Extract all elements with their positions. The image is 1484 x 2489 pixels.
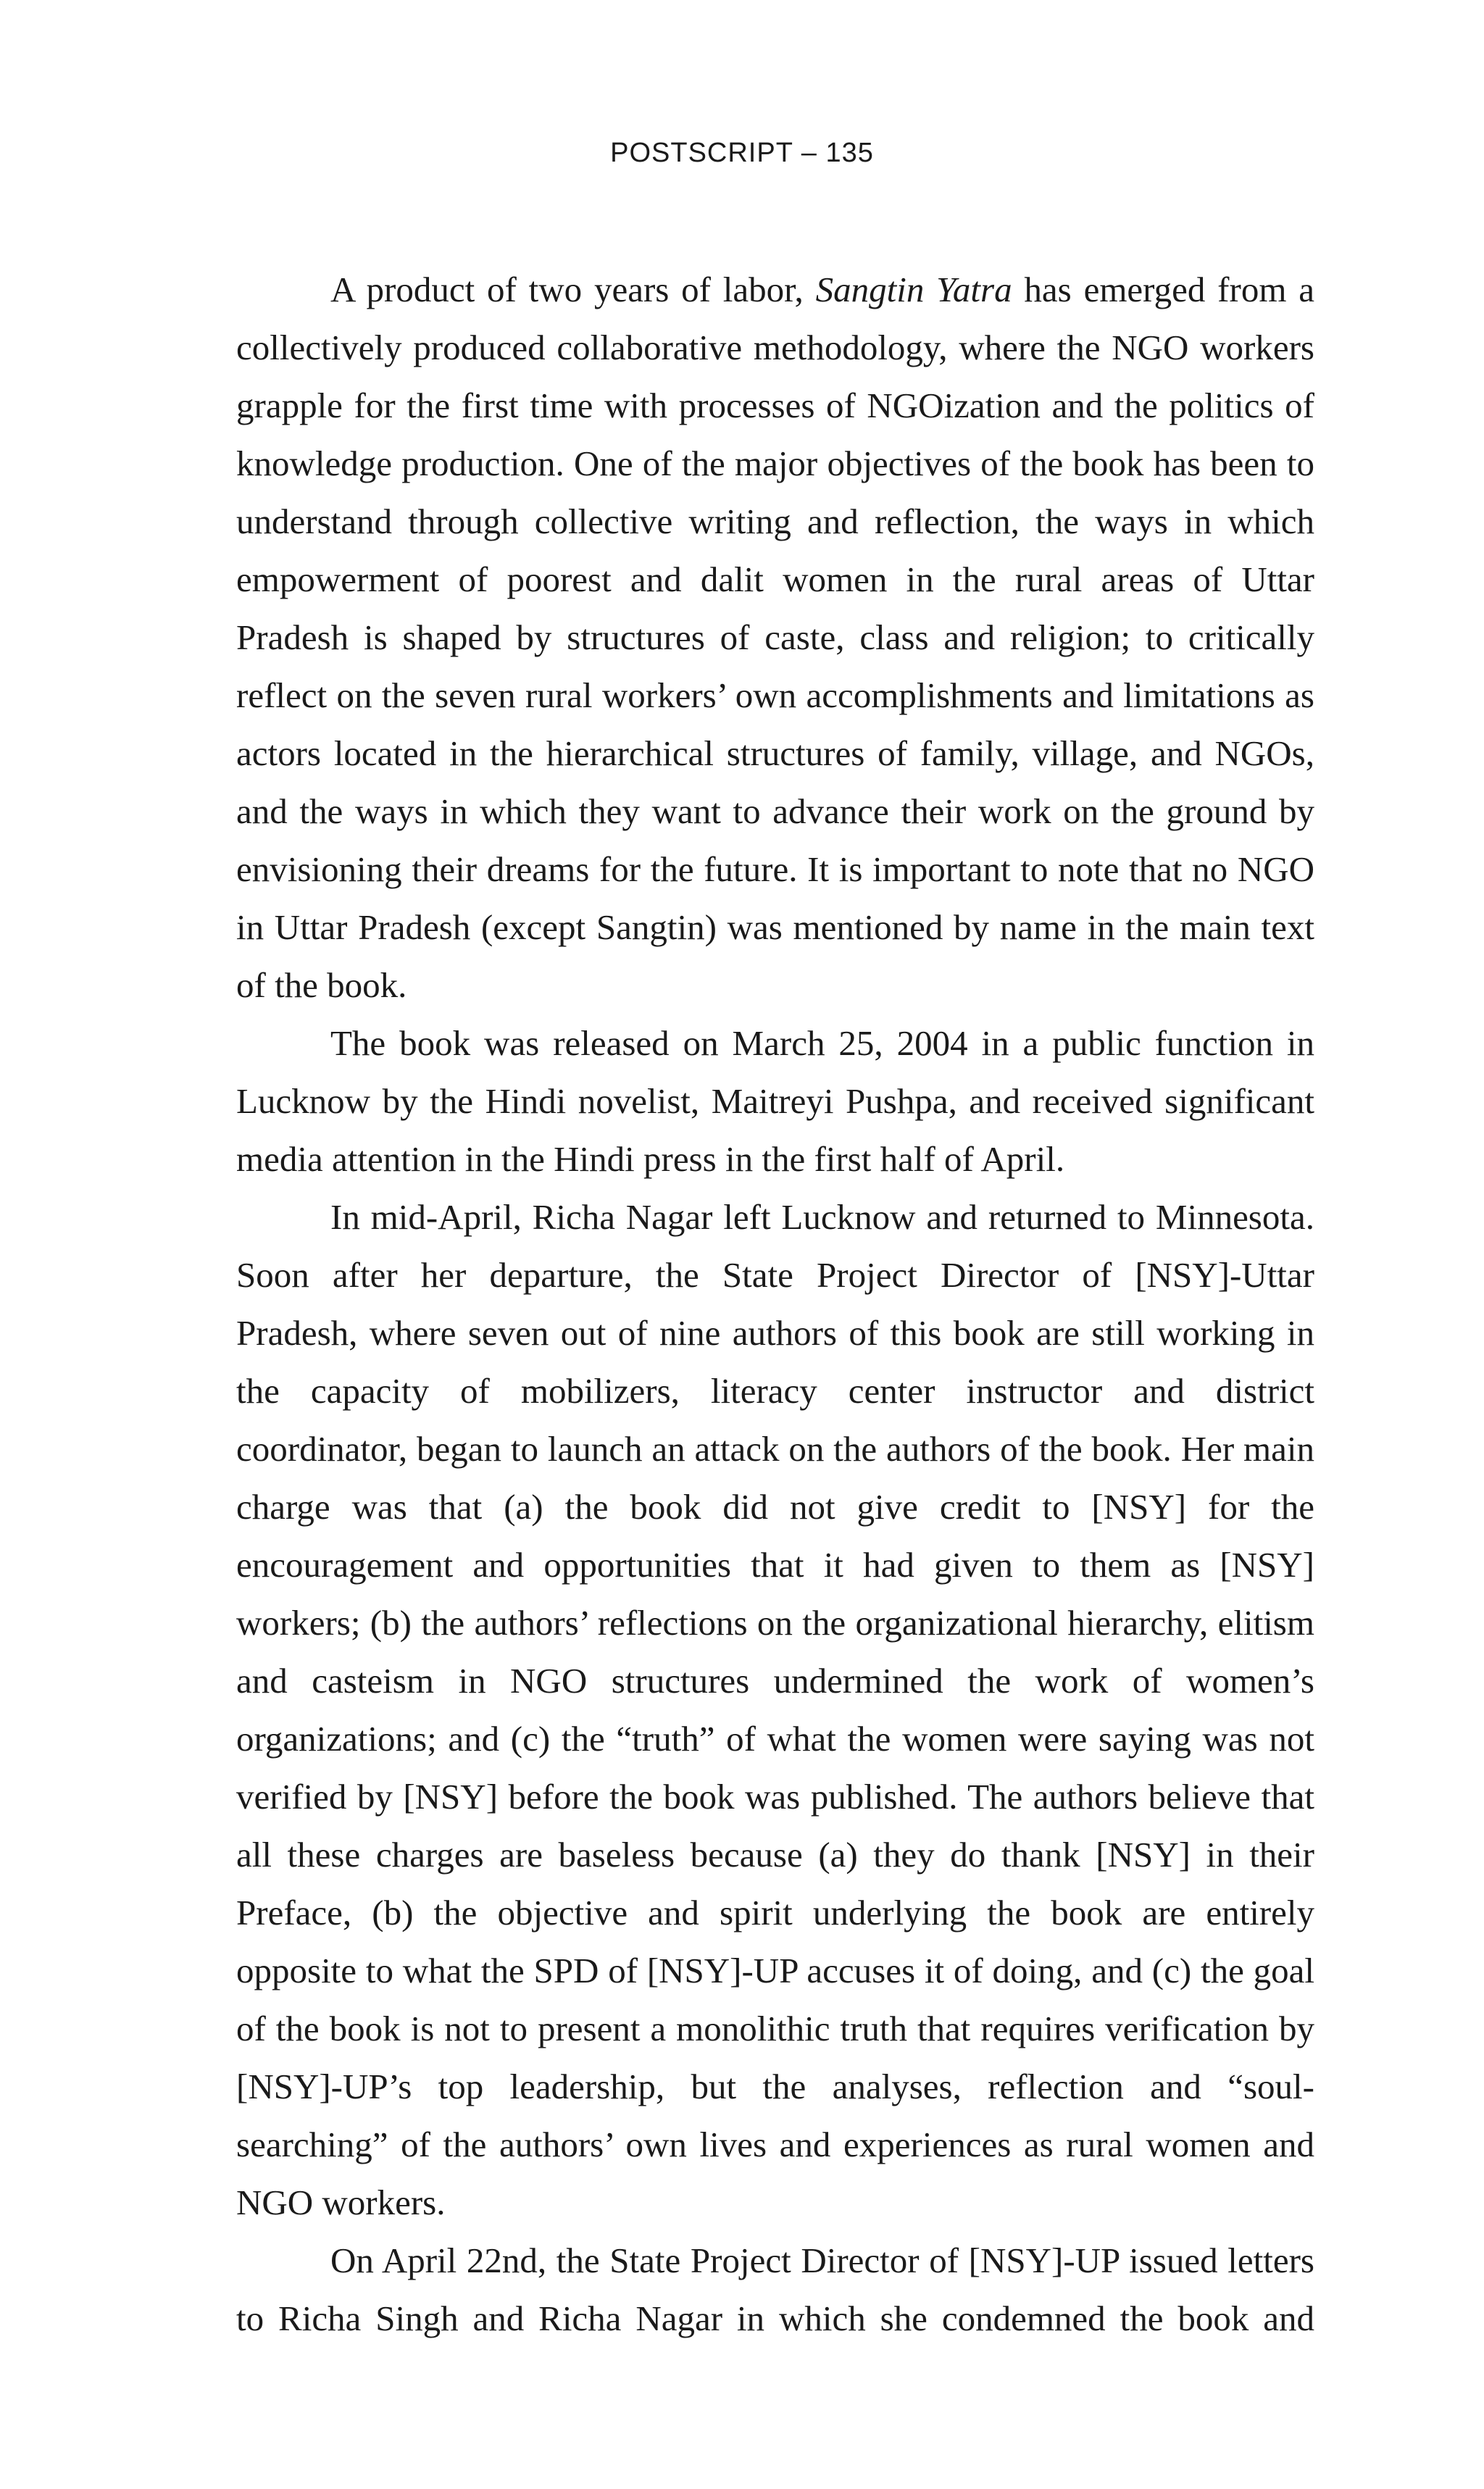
paragraph-2: The book was released on March 25, 2004 in a public function in Lucknow by the Hindi novelist, Maitreyi Pushpa, and received significant media attention in the Hindi press in the first half of April. — [236, 1023, 1314, 1179]
paragraph-4: On April 22nd, the State Project Director of [NSY]-UP issued letters to Richa Singh and Richa Nagar in which she condemned the book and — [236, 2240, 1314, 2338]
paragraph-1-lead: A product of two years of labor, — [330, 270, 816, 309]
paragraph-1 — [236, 261, 1314, 1014]
paragraph-3: In mid-April, Richa Nagar left Lucknow and returned to Minnesota. Soon after her departure, the State Project Director of [NSY]-Uttar Pradesh, where seven out of nine authors of this book are still working in the capacity of mobilizers, literacy center instructor and district coordinator, began to launch an attack on the authors of the book. Her main charge was that (a) the book did not give credit to [NSY] for the encouragement and opportunities that it had given to them as [NSY] workers; (b) the authors’ reflections on the organizational hierarchy, elitism and casteism in NGO structures undermined the work of women’s organizations; and (c) the “truth” of what the women were saying was not verified by [NSY] before the book was published. The authors believe that all these charges are baseless because (a) they do thank [NSY] in their Preface, (b) the objective and spirit underlying the book are entirely opposite to what the SPD of [NSY]-UP accuses it of doing, and (c) the goal of the book is not to present a monolithic truth that requires verification by [NSY]-UP’s top leadership, but the analyses, reflection and “soul-searching” of the authors’ own lives and experiences as rural women and NGO workers. — [236, 1197, 1314, 2222]
running-head: POSTSCRIPT – 135 — [610, 138, 874, 168]
paragraph-1-rest: has emerged from a collectively produced collaborative methodology, where the NGO workers grapple for the first time with processes of NGOization and the politics of knowledge production. One of the major objectives of the book has been to understand through collective writing and reflection, the ways in which empowerment of poorest and dalit women in the rural areas of Uttar Pradesh is shaped by structures of caste, class and religion; to critically reflect on the seven rural workers’ own accomplishments and limitations as actors located in the hierarchical structures of family, village, and NGOs, and the ways in which they want to advance their work on the ground by envisioning their dreams for the future. It is important to note that no NGO in Uttar Pradesh (except Sangtin) was mentioned by name in the main text of the book. — [236, 270, 1315, 1005]
body-text — [236, 261, 1314, 2348]
book-title-italic: Sangtin Yatra — [815, 270, 1012, 309]
